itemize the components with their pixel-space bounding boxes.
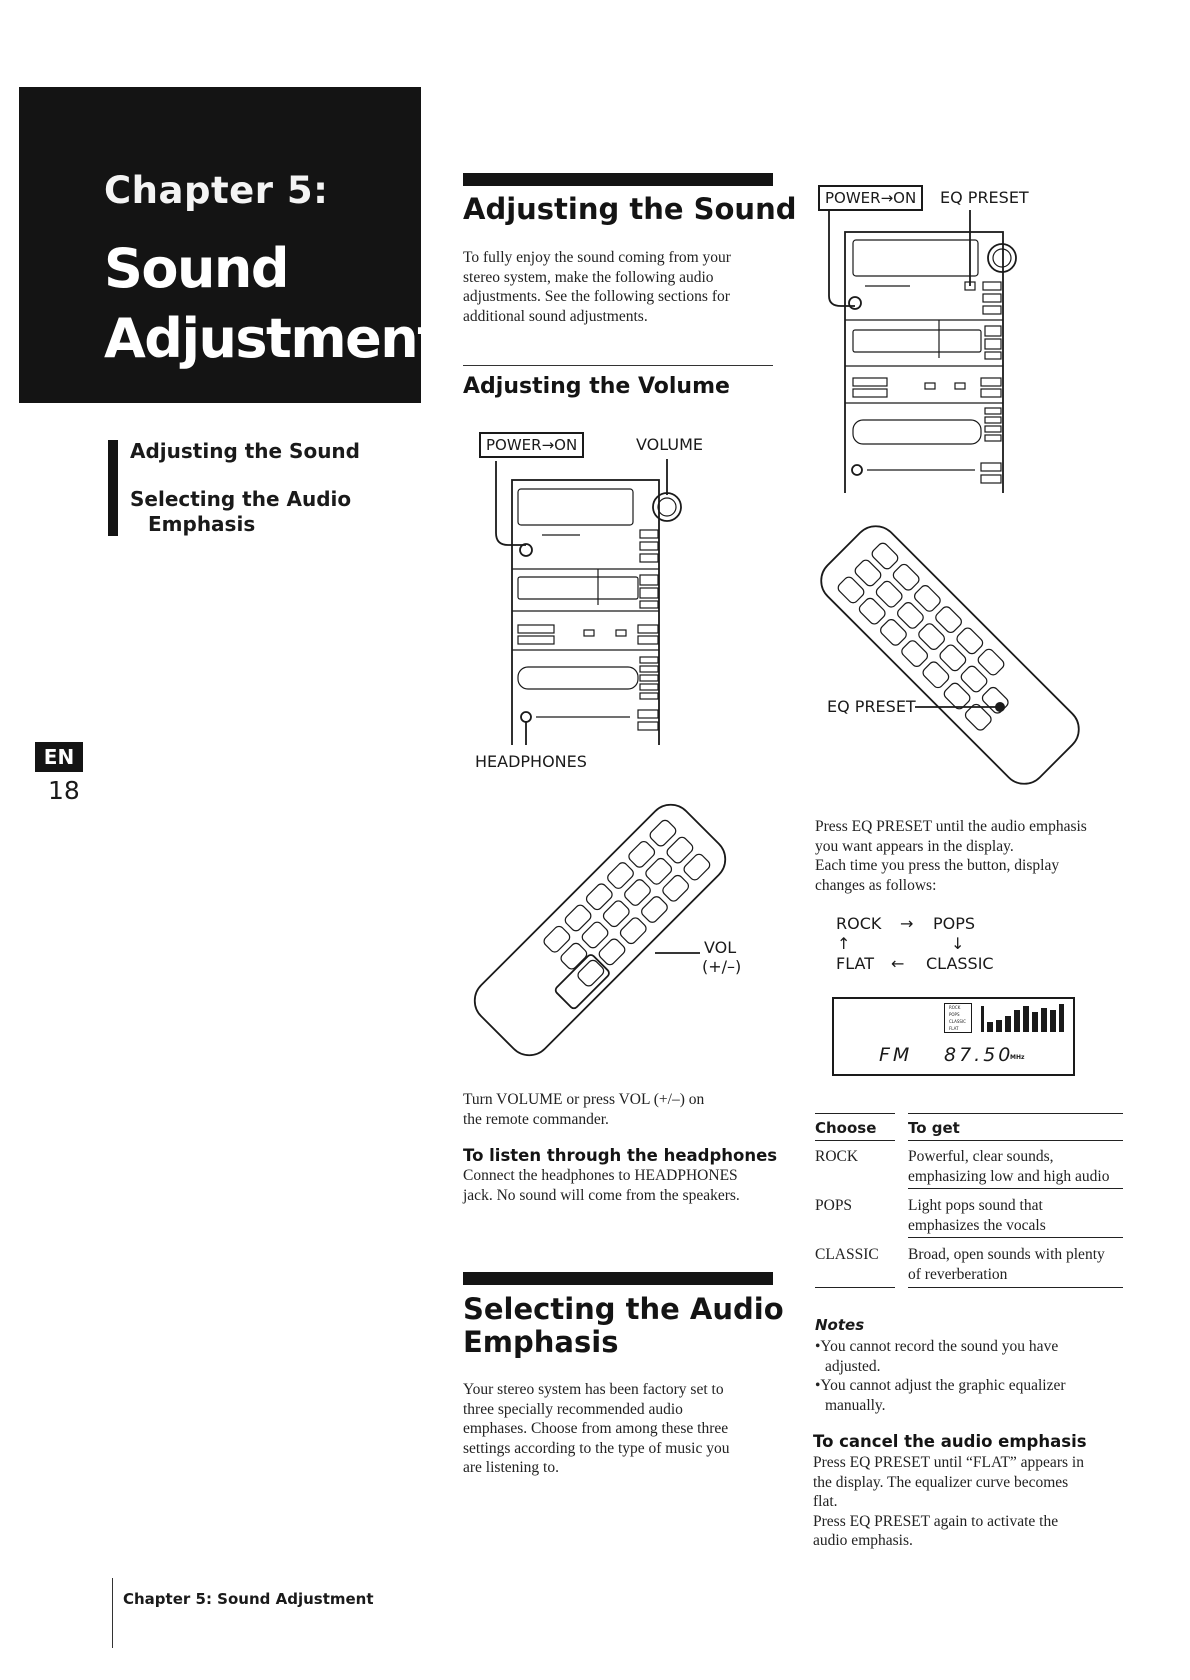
table-rule xyxy=(908,1287,1123,1288)
text-line: To fully enjoy the sound coming from your xyxy=(463,249,731,266)
toc-item-selecting-emphasis[interactable]: Selecting the Audio xyxy=(130,487,352,511)
table-row-rock-choose: ROCK xyxy=(815,1148,859,1165)
table-row-pops-description xyxy=(908,1196,1128,1235)
heading-adjusting-sound: Adjusting the Sound xyxy=(463,192,797,226)
footer-divider xyxy=(112,1578,113,1648)
table-header-to-get: To get xyxy=(908,1119,960,1137)
eq-power-on-label: POWER→ON xyxy=(818,185,923,211)
text-line: Broad, open sounds with plenty xyxy=(908,1246,1105,1263)
text-line: Light pops sound that xyxy=(908,1197,1043,1214)
text-line: flat. xyxy=(813,1493,838,1510)
headphones-heading: To listen through the headphones xyxy=(463,1146,778,1165)
note-item: •You cannot adjust the graphic equalizer xyxy=(815,1377,1066,1394)
text-line: the display. The equalizer curve becomes xyxy=(813,1473,1069,1491)
text-line: the remote commander. xyxy=(463,1110,609,1128)
cycle-arrow-left: ← xyxy=(891,954,905,973)
note-item: •You cannot record the sound you have xyxy=(815,1338,1059,1355)
note-item-continued: adjusted. xyxy=(825,1357,881,1375)
volume-instructions xyxy=(463,1090,778,1129)
table-row-pops-choose: POPS xyxy=(815,1197,853,1214)
footer-chapter-title: Chapter 5: Sound Adjustment xyxy=(123,1590,374,1608)
equalizer-bars xyxy=(979,1002,1071,1036)
cycle-rock: ROCK xyxy=(836,914,882,933)
page-number: 18 xyxy=(48,776,80,805)
eq-preset-remote-label: EQ PRESET xyxy=(827,697,916,716)
cycle-arrow-up: ↑ xyxy=(837,934,851,953)
table-row-classic-choose: CLASSIC xyxy=(815,1246,879,1263)
text-line: Powerful, clear sounds, xyxy=(908,1148,1054,1165)
volume-label: VOLUME xyxy=(636,435,703,454)
language-badge: EN xyxy=(35,742,83,772)
eq-mode-classic: CLASSIC xyxy=(949,1019,966,1024)
text-line: Your stereo system has been factory set to xyxy=(463,1381,724,1398)
text-line: Press EQ PRESET until the audio emphasis xyxy=(815,818,1087,835)
eq-instructions xyxy=(815,817,1135,895)
note-item-continued: manually. xyxy=(825,1396,886,1414)
chapter-banner xyxy=(19,87,442,403)
notes-list xyxy=(815,1337,1135,1415)
table-rule xyxy=(908,1188,1123,1189)
stereo-unit-eq-illustration xyxy=(815,208,1035,493)
text-line: emphases. Choose from among these three xyxy=(463,1420,729,1437)
text-line: Press EQ PRESET until “FLAT” appears in xyxy=(813,1454,1084,1471)
headphones-instructions xyxy=(463,1166,783,1205)
chapter-label: Chapter 5: xyxy=(104,169,329,212)
cycle-classic: CLASSIC xyxy=(926,954,994,973)
text-line: Turn VOLUME or press VOL (+/–) on xyxy=(463,1091,705,1108)
cycle-arrow-right: → xyxy=(900,914,914,933)
table-rule xyxy=(908,1237,1123,1238)
display-frequency: 87.50 xyxy=(944,1044,1014,1066)
text-line: Each time you press the button, display xyxy=(815,857,1060,874)
heading-adjusting-volume: Adjusting the Volume xyxy=(463,374,730,399)
cancel-emphasis-heading: To cancel the audio emphasis xyxy=(813,1432,1087,1451)
heading-line: Emphasis xyxy=(463,1325,619,1359)
table-row-classic-description xyxy=(908,1245,1128,1284)
table-row-rock-description xyxy=(908,1147,1128,1186)
text-line: Connect the headphones to HEADPHONES xyxy=(463,1167,738,1184)
toc-item-selecting-emphasis-line2[interactable]: Emphasis xyxy=(148,512,256,536)
text-line: of reverberation xyxy=(908,1265,1008,1283)
adjusting-sound-intro xyxy=(463,248,778,326)
remote-commander-vol-illustration xyxy=(470,795,730,1065)
eq-preset-label: EQ PRESET xyxy=(940,188,1029,207)
cancel-emphasis-instructions xyxy=(813,1453,1133,1551)
toc-item-adjusting-sound[interactable]: Adjusting the Sound xyxy=(130,439,360,463)
text-line: changes as follows: xyxy=(815,876,937,894)
remote-commander-eq-illustration xyxy=(810,515,1090,795)
table-rule xyxy=(908,1113,1123,1114)
headphones-label: HEADPHONES xyxy=(475,752,587,771)
table-rule xyxy=(815,1113,895,1114)
cycle-flat: FLAT xyxy=(836,954,874,973)
section-rule-thin xyxy=(463,365,773,366)
eq-mode-rock: ROCK xyxy=(949,1005,961,1010)
text-line: jack. No sound will come from the speakers. xyxy=(463,1186,740,1204)
chapter-title-line2: Adjustment xyxy=(104,307,442,370)
table-rule xyxy=(815,1287,895,1288)
text-line: emphasizing low and high audio xyxy=(908,1167,1110,1185)
vol-label: VOL xyxy=(704,938,737,957)
section-rule-heavy xyxy=(463,173,773,186)
section-rule-heavy xyxy=(463,1272,773,1285)
text-line: three specially recommended audio xyxy=(463,1400,683,1418)
text-line: you want appears in the display. xyxy=(815,837,1014,855)
cycle-pops: POPS xyxy=(933,914,976,933)
table-header-choose: Choose xyxy=(815,1119,877,1137)
vol-plus-minus-label: (+/–) xyxy=(702,957,742,976)
text-line: additional sound adjustments. xyxy=(463,307,648,325)
stereo-unit-volume-illustration xyxy=(470,455,710,745)
toc-marker-bar xyxy=(108,440,118,536)
text-line: are listening to. xyxy=(463,1459,559,1476)
eq-mode-flat: FLAT xyxy=(949,1026,959,1031)
cycle-arrow-down: ↓ xyxy=(951,934,965,953)
text-line: audio emphasis. xyxy=(813,1532,913,1549)
display-band: FM xyxy=(879,1044,913,1066)
text-line: stereo system, make the following audio xyxy=(463,268,714,286)
display-panel xyxy=(832,997,1075,1076)
heading-line: Selecting the Audio xyxy=(463,1292,784,1326)
chapter-title-line1: Sound xyxy=(104,237,289,300)
text-line: Press EQ PRESET again to activate the xyxy=(813,1512,1059,1530)
selecting-emphasis-body xyxy=(463,1380,783,1478)
text-line: emphasizes the vocals xyxy=(908,1216,1046,1234)
text-line: adjustments. See the following sections for xyxy=(463,288,730,305)
notes-heading: Notes xyxy=(815,1316,865,1334)
eq-mode-pops: POPS xyxy=(949,1012,960,1017)
table-rule xyxy=(815,1140,895,1141)
heading-selecting-emphasis xyxy=(463,1293,784,1359)
eq-mode-indicator xyxy=(944,1003,972,1033)
power-on-label: POWER→ON xyxy=(479,432,584,458)
display-unit: MHz xyxy=(1010,1054,1025,1061)
text-line: settings according to the type of music you xyxy=(463,1439,730,1457)
table-rule xyxy=(908,1140,1123,1141)
